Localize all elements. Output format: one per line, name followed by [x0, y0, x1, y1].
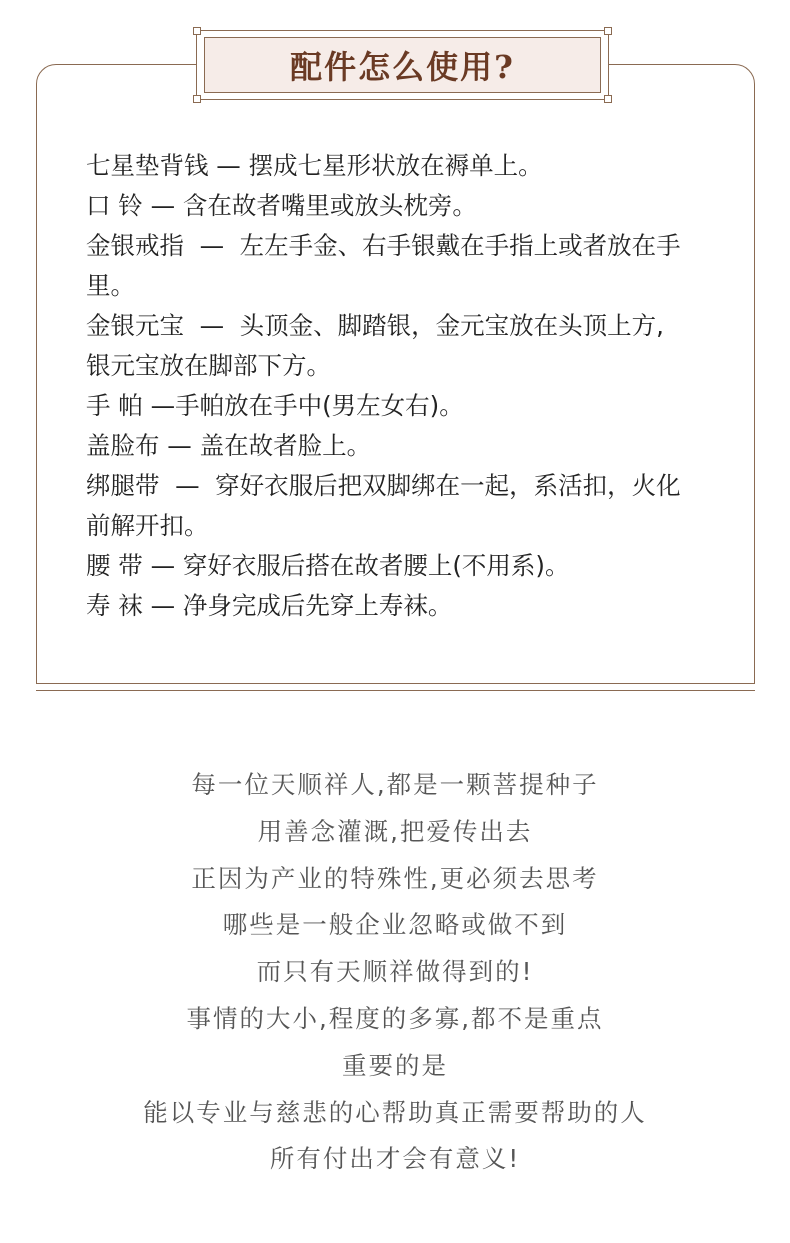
accessory-name: 手 帕	[86, 391, 143, 420]
accessory-separator: —	[208, 151, 249, 180]
statement-line: 重要的是	[342, 1050, 448, 1080]
accessory-separator: —	[184, 311, 240, 340]
accessory-item	[86, 146, 686, 186]
accessory-separator: —	[159, 431, 200, 460]
accessory-description: 左左手金、右手银戴在手指上或者放在手里。	[86, 231, 681, 300]
accessory-separator: —	[159, 471, 216, 500]
accessory-item	[86, 586, 686, 626]
plaque-inner-panel	[204, 37, 601, 93]
statement-line: 正因为产业的特殊性,更必须去思考	[191, 863, 599, 893]
accessory-description: 穿好衣服后把双脚绑在一起，系活扣，火化前解开扣。	[86, 471, 681, 540]
closing-statement	[0, 762, 790, 1183]
statement-line: 每一位天顺祥人,都是一颗菩提种子	[191, 770, 599, 799]
accessory-description: 手帕放在手中(男左女右)。	[175, 391, 464, 420]
accessory-separator: —	[142, 591, 183, 620]
corner-ornament	[604, 27, 612, 35]
statement-line: 能以专业与慈悲的心帮助真正需要帮助的人	[143, 1097, 647, 1127]
accessory-name: 七星垫背钱	[86, 151, 209, 180]
accessory-separator: —	[142, 551, 183, 580]
accessory-item	[86, 306, 686, 386]
accessory-item	[86, 426, 686, 466]
divider	[36, 690, 755, 691]
accessory-description: 头顶金、脚踏银，金元宝放在头顶上方,银元宝放在脚部下方。	[86, 311, 664, 380]
statement-line: 所有付出才会有意义!	[269, 1144, 521, 1174]
accessory-list	[86, 146, 686, 626]
statement-line: 哪些是一般企业忽略或做不到	[222, 910, 568, 940]
accessory-name: 盖脸布	[86, 431, 160, 460]
statement-line: 用善念灌溉,把爱传出去	[257, 816, 533, 846]
corner-ornament	[193, 95, 201, 103]
section-title: 配件怎么使用?	[290, 48, 515, 86]
accessory-separator: —	[184, 231, 240, 260]
accessory-item	[86, 226, 686, 306]
accessory-item	[86, 466, 686, 546]
accessory-name: 腰 带	[86, 551, 143, 580]
accessory-description: 净身完成后先穿上寿袜。	[182, 591, 453, 620]
accessory-name: 金银戒指	[86, 231, 184, 260]
accessory-name: 口 铃	[86, 191, 143, 220]
corner-ornament	[193, 27, 201, 35]
corner-ornament	[604, 95, 612, 103]
accessory-name: 金银元宝	[86, 311, 184, 340]
statement-line: 事情的大小,程度的多寡,都不是重点	[186, 1003, 604, 1033]
accessory-item	[86, 186, 686, 226]
accessory-item	[86, 546, 686, 586]
accessory-name: 绑腿带	[86, 471, 160, 500]
section-title-plaque	[196, 30, 609, 100]
accessory-item	[86, 386, 686, 426]
statement-line: 而只有天顺祥做得到的!	[256, 957, 534, 987]
accessory-description: 含在故者嘴里或放头枕旁。	[182, 191, 477, 220]
accessory-separator: —	[142, 391, 176, 420]
accessory-description: 盖在故者脸上。	[199, 431, 372, 460]
accessory-description: 摆成七星形状放在褥单上。	[248, 151, 543, 180]
accessory-separator: —	[142, 191, 183, 220]
accessory-name: 寿 袜	[86, 591, 143, 620]
accessory-description: 穿好衣服后搭在故者腰上(不用系)。	[182, 551, 570, 580]
